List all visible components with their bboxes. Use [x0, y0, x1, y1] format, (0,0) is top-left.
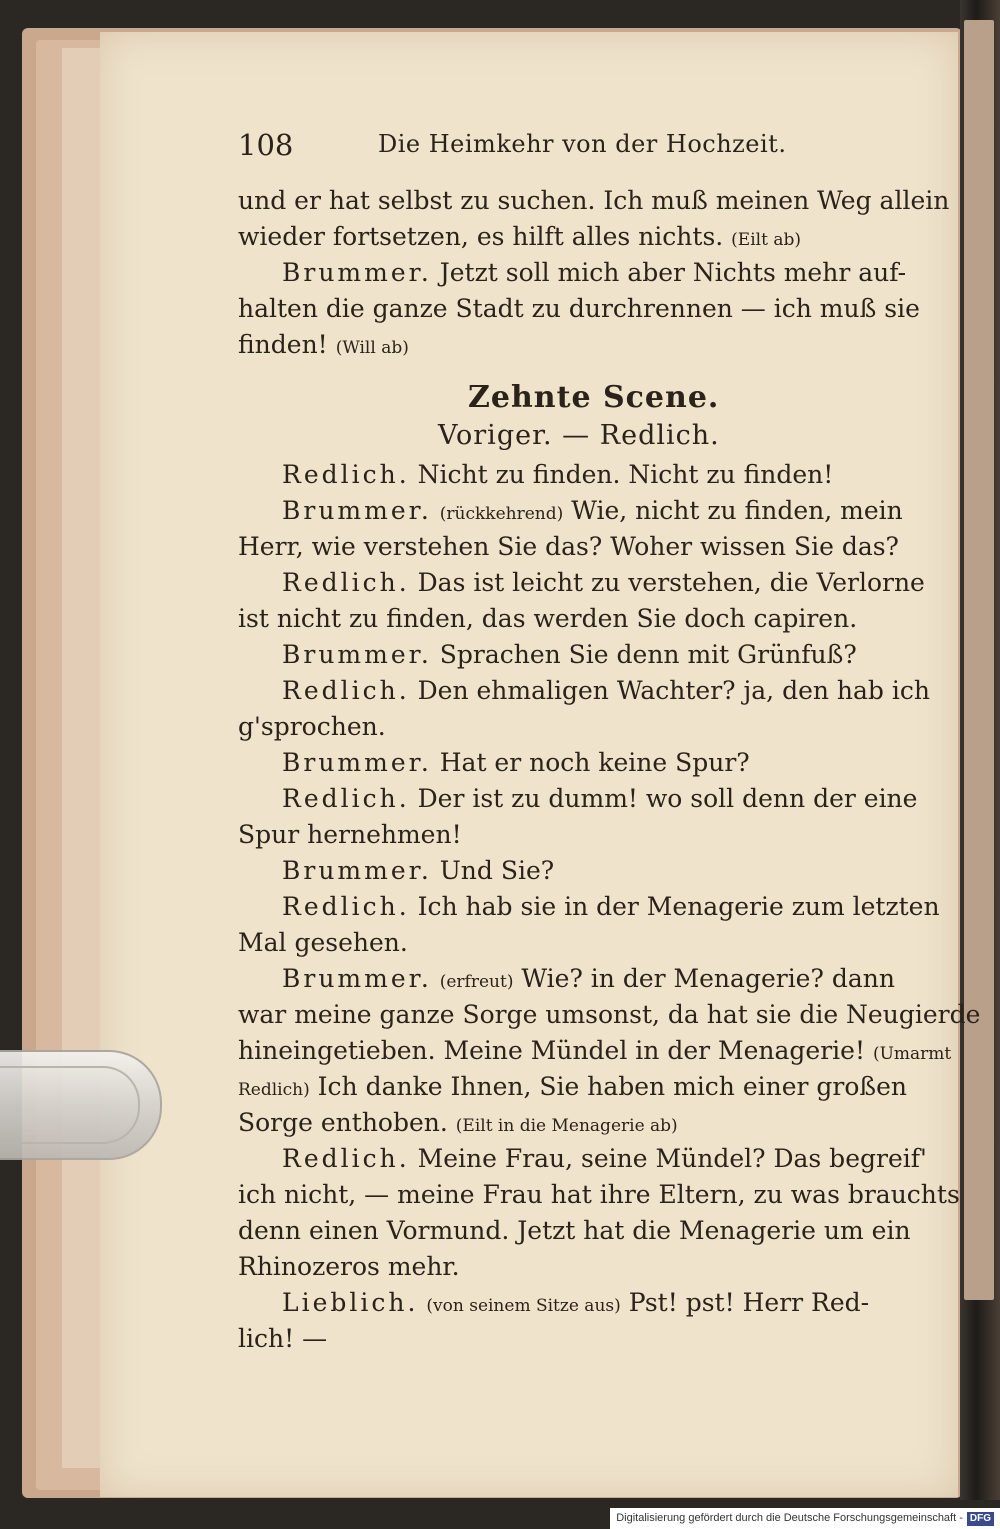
book-binding [960, 0, 1000, 1500]
speaker: Redlich. [282, 784, 410, 813]
speaker: Brummer. [282, 258, 432, 287]
dialog-line: hineingetieben. Meine Mündel in der Menagerie! (Umarmt [238, 1036, 952, 1065]
speaker: Redlich. [282, 568, 410, 597]
speaker: Redlich. [282, 676, 410, 705]
dialog-line: denn einen Vormund. Jetzt hat die Menagerie um ein [238, 1216, 911, 1245]
speaker: Brummer. [282, 640, 432, 669]
dialog-line: war meine ganze Sorge umsonst, da hat sie die Neugierde [238, 1000, 981, 1029]
page-number: 108 [238, 128, 294, 162]
page-text [238, 0, 981, 1400]
dialog-line: Brummer. Und Sie? [282, 856, 555, 885]
dialog-line: Brummer. (erfreut) Wie? in der Menagerie? dann [282, 964, 895, 993]
speaker: Brummer. [282, 964, 432, 993]
text-line: halten die ganze Stadt zu durchrennen — ich muß sie [238, 294, 920, 323]
text-line: finden! (Will ab) [238, 330, 409, 359]
dialog-line: Redlich. Der ist zu dumm! wo soll denn der eine [282, 784, 918, 813]
dialog-line: Spur hernehmen! [238, 820, 462, 849]
dialog-line: Redlich. Das ist leicht zu verstehen, die Verlorne [282, 568, 925, 597]
speaker: Redlich. [282, 892, 410, 921]
dialog-line: Redlich. Ich hab sie in der Menagerie zum letzten [282, 892, 940, 921]
dialog-line: ist nicht zu finden, das werden Sie doch capiren. [238, 604, 858, 633]
dialog-line: g'sprochen. [238, 712, 386, 741]
page-edge [62, 48, 102, 1468]
dialog-line: Rhinozeros mehr. [238, 1252, 460, 1281]
speaker: Redlich. [282, 460, 410, 489]
speaker: Brummer. [282, 856, 432, 885]
text-line: wieder fortsetzen, es hilft alles nichts. (Eilt ab) [238, 222, 801, 251]
scene-title: Zehnte Scene. [468, 380, 720, 415]
digitization-credit [610, 1508, 1000, 1529]
dfg-logo: DFG [967, 1512, 994, 1526]
speaker: Lieblich. [282, 1288, 419, 1317]
dialog-line: Redlich. Nicht zu finden. Nicht zu finden! [282, 460, 834, 489]
speaker: Redlich. [282, 1144, 410, 1173]
binding-tab [964, 20, 994, 1300]
dialog-line: Sorge enthoben. (Eilt in die Menagerie ab) [238, 1108, 678, 1137]
text-line: und er hat selbst zu suchen. Ich muß meinen Weg allein [238, 186, 950, 215]
dialog-line: Redlich. Den ehmaligen Wachter? ja, den hab ich [282, 676, 930, 705]
speaker: Brummer. [282, 748, 432, 777]
dialog-line: Herr, wie verstehen Sie das? Woher wissen Sie das? [238, 532, 899, 561]
text-line: Brummer. Jetzt soll mich aber Nichts mehr auf- [282, 258, 907, 287]
dialog-line: Redlich. Meine Frau, seine Mündel? Das begreif' [282, 1144, 927, 1173]
paper-clip-inner [0, 1066, 140, 1144]
dialog-line: Brummer. Hat er noch keine Spur? [282, 748, 750, 777]
credit-text: Digitalisierung gefördert durch die Deutsche Forschungsgemeinschaft - [616, 1512, 963, 1524]
dialog-line: Mal gesehen. [238, 928, 408, 957]
running-title: Die Heimkehr von der Hochzeit. [378, 130, 787, 158]
scene-persons: Voriger. — Redlich. [438, 420, 720, 451]
dialog-line: Brummer. Sprachen Sie denn mit Grünfuß? [282, 640, 857, 669]
speaker: Brummer. [282, 496, 432, 525]
dialog-line: lich! — [238, 1324, 328, 1353]
dialog-line: ich nicht, — meine Frau hat ihre Eltern, zu was brauchts [238, 1180, 960, 1209]
dialog-line: Brummer. (rückkehrend) Wie, nicht zu finden, mein [282, 496, 903, 525]
dialog-line: Lieblich. (von seinem Sitze aus) Pst! pst! Herr Red- [282, 1288, 870, 1317]
dialog-line: Redlich) Ich danke Ihnen, Sie haben mich einer großen [238, 1072, 908, 1101]
